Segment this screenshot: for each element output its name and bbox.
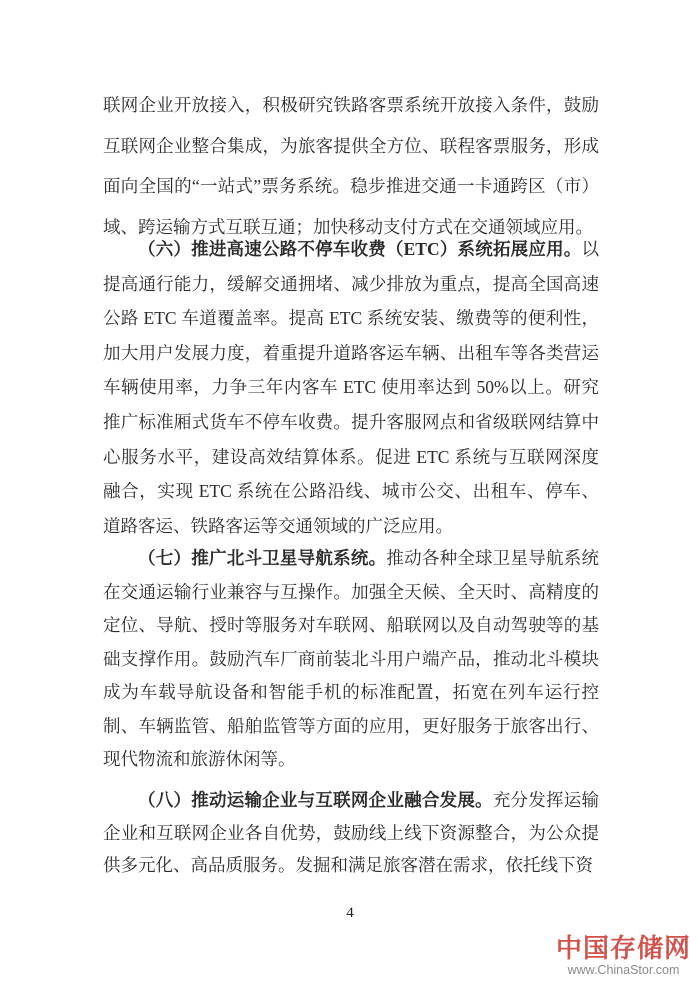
paragraph (103, 784, 599, 882)
text-line: 公路 ETC 车道覆盖率。提高 ETC 系统安装、缴费等的便利性， (103, 308, 599, 329)
paragraph-text: 充分发挥运输 (492, 790, 599, 810)
paragraph (103, 542, 599, 777)
text-line: 加大用户发展力度，着重提升道路客运车辆、出租车等各类营运 (103, 342, 599, 363)
text-line (103, 232, 599, 267)
text-line: 制、车辆监管、船舶监管等方面的应用，更好服务于旅客出行、 (103, 715, 599, 736)
paragraph (103, 232, 599, 543)
watermark-site-url: www.ChinaStor.com (567, 963, 680, 977)
paragraph-text: 以 (581, 239, 599, 259)
paragraph-text: 推动各种全球卫星导航系统 (386, 548, 599, 568)
watermark (556, 933, 691, 978)
text-line: 供多元化、高品质服务。发掘和满足旅客潜在需求，依托线下资 (103, 855, 593, 875)
text-line (103, 784, 599, 817)
text-line: 企业和互联网企业各自优势，鼓励线上线下资源整合，为公众提 (103, 822, 599, 843)
paragraph-heading: （六）推进高速公路不停车收费（ETC）系统拓展应用。 (138, 239, 582, 259)
text-line (103, 542, 599, 576)
watermark-site-name: 中国存储网 (555, 933, 691, 963)
page-number: 4 (346, 905, 354, 921)
text-line: 成为车载导航设备和智能手机的标准配置，拓宽在列车运行控 (103, 682, 599, 702)
text-line: 融合，实现 ETC 系统在公路沿线、城市公交、出租车、停车、 (103, 481, 599, 502)
text-line: 现代物流和旅游休闲等。 (103, 749, 296, 769)
text-line: 定位、导航、授时等服务对车联网、船联网以及自动驾驶等的基 (103, 615, 599, 635)
text-line: 道路客运、铁路客运等交通领域的广泛应用。 (103, 515, 453, 536)
text-line: 推广标准厢式货车不停车收费。提升客服网点和省级联网结算中 (103, 411, 599, 432)
text-line: 联网企业开放接入，积极研究铁路客票系统开放接入条件，鼓励 (103, 95, 599, 115)
text-line: 域、跨运输方式互联互通；加快移动支付方式在交通领域应用。 (103, 216, 593, 237)
text-line: 面向全国的“一站式”票务系统。稳步推进交通一卡通跨区（市） (103, 176, 599, 196)
text-line: 心服务水平，建设高效结算体系。促进 ETC 系统与互联网深度 (103, 446, 599, 467)
paragraph (103, 85, 599, 247)
text-line: 在交通运输行业兼容与互操作。加强全天候、全天时、高精度的 (103, 581, 599, 602)
text-line: 互联网企业整合集成，为旅客提供全方位、联程客票服务，形成 (103, 135, 599, 156)
text-line: 提高通行能力，缓解交通拥堵、减少排放为重点，提高全国高速 (103, 273, 599, 294)
paragraph-heading: （八）推动运输企业与互联网企业融合发展。 (138, 790, 493, 810)
text-line: 础支撑作用。鼓励汽车厂商前装北斗用户端产品，推动北斗模块 (103, 648, 599, 669)
paragraph-heading: （七）推广北斗卫星导航系统。 (138, 548, 387, 568)
text-line: 车辆使用率，力争三年内客车 ETC 使用率达到 50%以上。研究 (103, 377, 599, 398)
